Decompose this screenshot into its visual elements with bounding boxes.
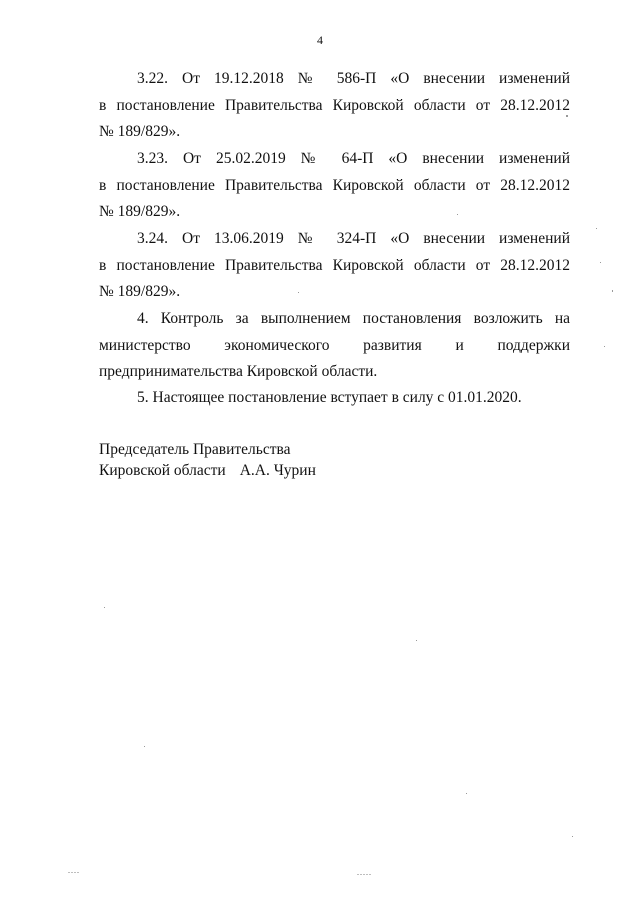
scan-speck (566, 115, 568, 117)
scan-speck (457, 214, 458, 215)
scan-speck (144, 746, 145, 747)
scan-mark: .... (68, 866, 80, 875)
decree-item-3-23 (99, 146, 570, 226)
signatory-region: Кировской области (99, 462, 226, 479)
effective-date-clause (99, 385, 570, 412)
paragraph-line: предпринимательства Кировской области. (99, 363, 378, 380)
signatory-title-line (99, 460, 316, 481)
control-clause (99, 306, 570, 386)
paragraph-line: 3.22. От 19.12.2018 № 586-П «О внесении изменений (137, 70, 570, 87)
scan-mark: ..... (357, 868, 372, 877)
paragraph (99, 226, 570, 306)
scan-speck (466, 793, 467, 794)
paragraph-line: № 189/829». (99, 283, 181, 300)
paragraph-line: в постановление Правительства Кировской области от 28.12.2012 (99, 256, 570, 274)
scan-speck (612, 290, 613, 292)
scan-speck (416, 640, 417, 641)
paragraph-line: в постановление Правительства Кировской области от 28.12.2012 (99, 176, 570, 194)
paragraph-line: 3.23. От 25.02.2019 № 64-П «О внесении изменений (137, 150, 570, 167)
paragraph-line: в постановление Правительства Кировской области от 28.12.2012 (99, 96, 570, 114)
signature-block (99, 439, 316, 481)
paragraph (99, 146, 570, 226)
scan-speck (104, 607, 105, 608)
signatory-title: Председатель Правительства (99, 441, 291, 458)
decree-item-3-22 (99, 66, 570, 146)
scan-speck (604, 346, 605, 347)
paragraph-line: № 189/829». (99, 203, 181, 220)
signatory-name: А.А. Чурин (239, 462, 316, 479)
paragraph-line: 5. Настоящее постановление вступает в силу с 01.01.2020. (137, 389, 522, 406)
paragraph-line: министерство экономического развития и поддержки (99, 336, 570, 354)
page-number: 4 (317, 33, 323, 47)
paragraph (99, 306, 570, 386)
paragraph-line: 4. Контроль за выполнением постановления возложить на (137, 310, 570, 327)
paragraph-line: № 189/829». (99, 123, 181, 140)
scan-speck (298, 292, 299, 293)
scan-speck (572, 836, 573, 837)
paragraph (99, 66, 570, 146)
scan-speck (596, 228, 597, 229)
paragraph-line: 3.24. От 13.06.2019 № 324-П «О внесении изменений (137, 230, 570, 247)
scan-speck (600, 262, 601, 263)
decree-item-3-24 (99, 226, 570, 306)
